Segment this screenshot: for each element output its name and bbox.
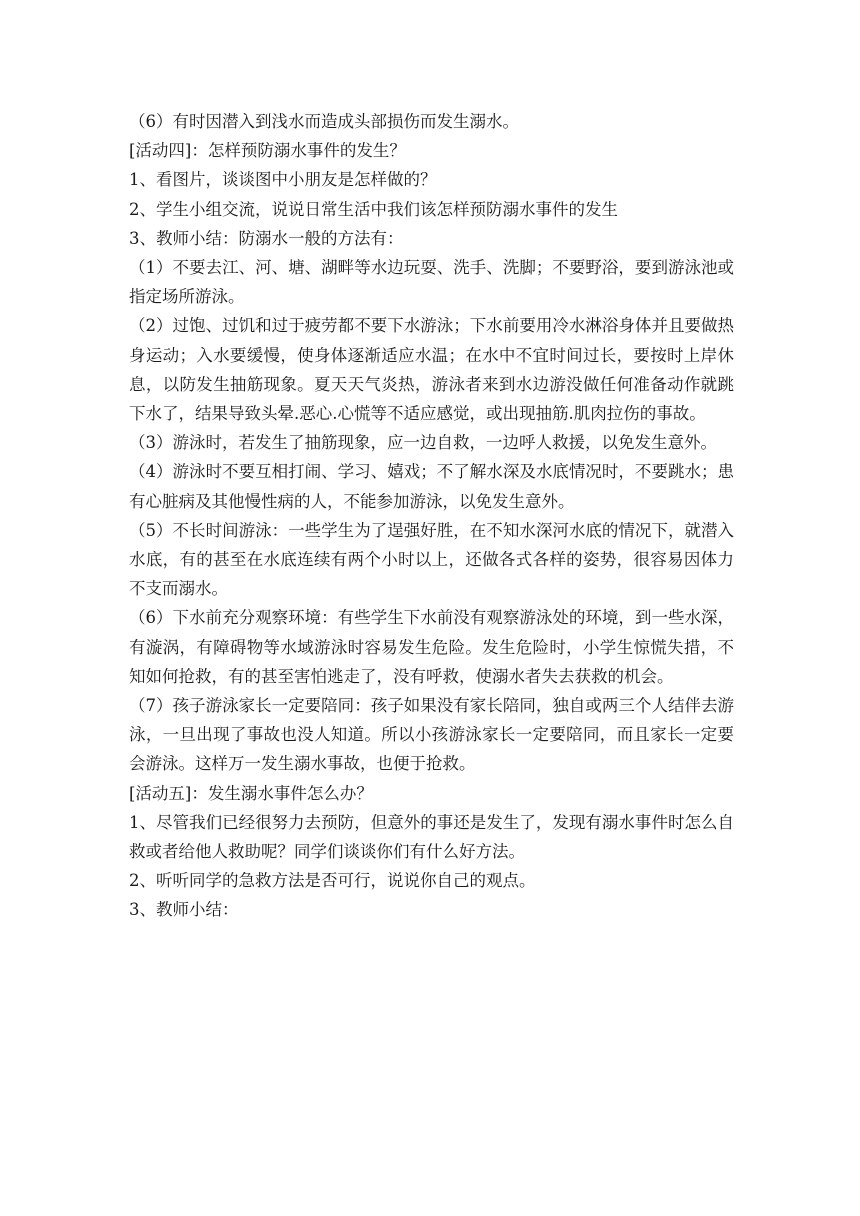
document-page xyxy=(129,107,734,925)
paragraph-method-5: （5）不长时间游泳：一些学生为了逞强好胜，在不知水深河水底的情况下，就潜入水底，有的甚至在水底连续有两个小时以上，还做各式各样的姿势，很容易因体力不支而溺水。 xyxy=(129,520,734,599)
paragraph-activity-five-step-1: 1、尽管我们已经很努力去预防，但意外的事还是发生了，发现有溺水事件时怎么自救或者给他人救助呢？同学们谈谈你们有什么好方法。 xyxy=(129,812,734,862)
paragraph-method-6: （6）下水前充分观察环境：有些学生下水前没有观察游泳处的环境，到一些水深，有漩涡，有障碍物等水域游泳时容易发生危险。发生危险时，小学生惊慌失措，不知如何抢救，有的甚至害怕逃走了，没有呼救，使溺水者失去获救的机会。 xyxy=(129,608,734,686)
paragraph-method-7: （7）孩子游泳家长一定要陪同：孩子如果没有家长陪同，独自或两三个人结伴去游泳，一旦出现了事故也没人知道。所以小孩游泳家长一定要陪同，而且家长一定要会游泳。这样万一发生溺水事故，也便于抢救。 xyxy=(129,696,734,774)
paragraph-step-3-summary: 3、教师小结：防溺水一般的方法有： xyxy=(129,228,404,248)
paragraph-method-3: （3）游泳时，若发生了抽筋现象，应一边自救，一边呼人救援，以免发生意外。 xyxy=(129,433,717,453)
heading-activity-four: [活动四]：怎样预防溺水事件的发生？ xyxy=(129,141,406,161)
paragraph-method-4: （4）游泳时不要互相打闹、学习、嬉戏；不了解水深及水底情况时，不要跳水；患有心脏病及其他慢性病的人，不能参加游泳，以免发生意外。 xyxy=(129,462,734,511)
paragraph-step-1: 1、看图片，谈谈图中小朋友是怎样做的？ xyxy=(129,170,437,190)
paragraph-activity-five-step-3: 3、教师小结： xyxy=(129,900,239,920)
paragraph-item-6-head-injury: （6）有时因潜入到浅水而造成头部损伤而发生溺水。 xyxy=(129,112,519,131)
paragraph-method-2: （2）过饱、过饥和过于疲劳都不要下水游泳；下水前要用冷水淋浴身体并且要做热身运动；入水要缓慢，使身体逐渐适应水温；在水中不宜时间过长，要按时上岸休息，以防发生抽筋现象。夏天天气炎热，游泳者来到水边游没做任何准备动作就跳下水了，结果导致头晕.恶心.心慌等不适应感觉，或出现抽筋.肌肉拉伤的事故。 xyxy=(129,316,734,424)
paragraph-activity-five-step-2: 2、听听同学的急救方法是否可行，说说你自己的观点。 xyxy=(129,871,536,891)
heading-activity-five: [活动五]：发生溺水事件怎么办？ xyxy=(129,783,373,803)
paragraph-step-2: 2、学生小组交流，说说日常生活中我们该怎样预防溺水事件的发生 xyxy=(129,199,618,219)
paragraph-method-1: （1）不要去江、河、塘、湖畔等水边玩耍、洗手、洗脚；不要野浴，要到游泳池或指定场所游泳。 xyxy=(129,258,734,307)
